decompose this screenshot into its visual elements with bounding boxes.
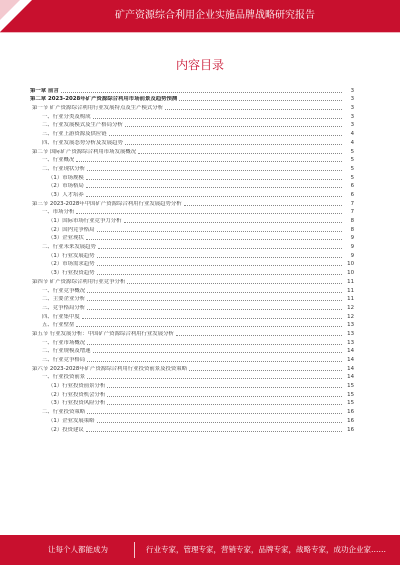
toc-entry-title: （1）国际市场行业竞争力分析 [48, 218, 122, 224]
toc-page-number: 3 [350, 105, 354, 112]
toc-entry[interactable] [30, 338, 354, 347]
toc-page-number: 14 [347, 348, 354, 355]
toc-entry-title: 一、行业分类及构成 [42, 113, 91, 120]
toc-entry[interactable] [30, 86, 354, 95]
toc-page-number: 16 [347, 426, 354, 433]
toc-page-number: 6 [350, 183, 354, 190]
toc-entry[interactable] [30, 407, 354, 416]
toc-entry[interactable] [30, 321, 354, 330]
toc-entry[interactable] [30, 190, 354, 199]
toc-leader-dots [76, 161, 342, 162]
toc-entry-title: 第二节 国际矿产资源综合利用市场发展概况 [32, 148, 137, 155]
toc-leader-dots [127, 283, 342, 284]
toc-entry-title: （1）行业发展趋势 [48, 252, 95, 259]
banner-corner-accent [0, 0, 20, 20]
toc-entry-title: （2）行业投资机会分析 [48, 391, 106, 398]
toc-page-number: 13 [347, 322, 354, 329]
toc-entry-title: 一、市场分析 [42, 209, 75, 216]
toc-entry[interactable] [30, 138, 354, 147]
toc-page-number: 8 [350, 218, 354, 224]
toc-entry[interactable] [30, 347, 354, 356]
toc-leader-dots [86, 196, 342, 197]
toc-entry-title: 一、行业市场概况 [42, 339, 86, 346]
toc-leader-dots [97, 257, 342, 258]
toc-entry-title: 第三节 2023-2028年中国矿产资源综合利用行业发展趋势分析 [32, 200, 182, 207]
toc-page-number: 5 [350, 174, 354, 181]
toc-leader-dots [82, 318, 342, 319]
toc-leader-dots [87, 309, 342, 310]
footer-banner [0, 535, 400, 565]
toc-entry[interactable] [30, 312, 354, 321]
toc-page-number: 12 [347, 313, 354, 320]
toc-page-number: 3 [350, 113, 354, 120]
toc-heading: 内容目录 [175, 58, 224, 72]
toc-leader-dots [86, 187, 342, 188]
toc-leader-dots [107, 404, 342, 405]
toc-entry[interactable] [30, 268, 354, 277]
toc-entry[interactable] [30, 147, 354, 156]
toc-entry[interactable] [30, 286, 354, 295]
toc-entry-title: 二、行业未来发展趋势 [42, 244, 96, 251]
toc-page-number: 15 [347, 383, 354, 390]
footer-divider [134, 542, 135, 558]
toc-page-number: 6 [350, 191, 354, 198]
toc-entry[interactable] [30, 199, 354, 208]
toc-page-number: 14 [347, 365, 354, 372]
toc-entry-title: 二、行业投资策略 [42, 409, 86, 416]
toc-leader-dots [124, 222, 342, 223]
toc-entry[interactable] [30, 399, 354, 408]
toc-page-number: 9 [350, 244, 354, 251]
toc-entry[interactable] [30, 277, 354, 286]
toc-leader-dots [87, 170, 342, 171]
toc-entry[interactable] [30, 173, 354, 182]
toc-entry-title: 二、行业现状分析 [42, 165, 86, 172]
toc-page-number: 11 [347, 296, 354, 303]
toc-entry[interactable] [30, 416, 354, 425]
toc-page-number: 5 [350, 165, 354, 172]
toc-entry-title: 一、行业概况 [42, 157, 75, 164]
toc-entry[interactable] [30, 251, 354, 260]
toc-entry[interactable] [30, 208, 354, 217]
toc-entry-title: 第二章 2023-2028年矿产资源综合利用市场前景及趋势预测 [30, 96, 178, 103]
toc-entry-title: 第五节 行业发展分析：中国矿产资源综合利用行业发展分析 [32, 330, 174, 337]
toc-page-number: 11 [347, 287, 354, 294]
toc-leader-dots [87, 300, 342, 301]
toc-leader-dots [179, 100, 342, 101]
toc-page-number: 12 [347, 304, 354, 311]
toc-page-number: 14 [347, 357, 354, 363]
toc-page-number: 13 [347, 339, 354, 346]
toc-leader-dots [125, 144, 342, 145]
toc-page-number: 5 [350, 148, 354, 155]
toc-page-number: 15 [347, 400, 354, 407]
toc-entry[interactable] [30, 373, 354, 382]
toc-entry[interactable] [30, 303, 354, 312]
toc-entry-title: 二、主要企业分析 [42, 296, 86, 303]
toc-leader-dots [97, 231, 342, 232]
toc-page-number: 3 [350, 96, 354, 103]
report-title: 矿产资源综合利用企业实施品牌战略研究报告 [115, 10, 315, 21]
toc-entry[interactable] [30, 381, 354, 390]
header-divider [0, 32, 400, 33]
toc-entry[interactable] [30, 329, 354, 338]
toc-page-number: 14 [347, 374, 354, 381]
toc-entry-title: （2）市场格局 [48, 183, 84, 190]
toc-entry[interactable] [30, 182, 354, 191]
toc-leader-dots [165, 109, 342, 110]
toc-entry-title: 第一章 前言 [30, 87, 59, 94]
toc-leader-dots [97, 274, 342, 275]
toc-page-number: 3 [350, 122, 354, 129]
toc-leader-dots [87, 292, 342, 293]
toc-leader-dots [76, 326, 342, 327]
toc-leader-dots [138, 153, 342, 154]
toc-entry-title: 二、行业发展模式及生产格局分析 [42, 122, 123, 129]
toc-entry-title: （3）行业投资风险分析 [48, 400, 106, 407]
toc-entry[interactable] [30, 121, 354, 130]
toc-entry-title: （3）行业投资趋势 [48, 270, 95, 277]
toc-entry-title: 三、竞争格局分析 [42, 304, 86, 311]
toc-leader-dots [176, 335, 342, 336]
toc-entry[interactable] [30, 425, 354, 434]
toc-leader-dots [87, 361, 342, 362]
toc-leader-dots [109, 135, 342, 136]
toc-page-number: 4 [350, 139, 354, 146]
toc-entry[interactable] [30, 260, 354, 269]
toc-page-number: 4 [350, 131, 354, 138]
toc-page-number: 15 [347, 391, 354, 398]
toc-entry-title: （3）人才培养 [48, 191, 84, 198]
toc-entry-title: 一、行业投资前景 [42, 374, 86, 381]
footer-slogan: 让每个人都能成为 [48, 545, 108, 554]
toc-leader-dots [61, 92, 342, 93]
toc-entry[interactable] [30, 164, 354, 173]
toc-leader-dots [87, 378, 342, 379]
toc-leader-dots [107, 396, 342, 397]
toc-entry-title: 三、行业上游资源及供应链 [42, 131, 107, 138]
toc-entry[interactable] [30, 112, 354, 121]
toc-entry[interactable] [30, 95, 354, 104]
toc-leader-dots [86, 431, 342, 432]
toc-entry[interactable] [30, 364, 354, 373]
toc-entry[interactable] [30, 242, 354, 251]
toc-entry[interactable] [30, 390, 354, 399]
toc-entry-title: （2）投资建议 [48, 426, 84, 433]
toc-page-number: 8 [350, 226, 354, 233]
toc-leader-dots [107, 387, 342, 388]
toc-entry-title: （1）行业投资前景分析 [48, 383, 106, 390]
toc-page-number: 13 [347, 330, 354, 337]
toc-leader-dots [93, 352, 342, 353]
toc-leader-dots [86, 239, 342, 240]
toc-leader-dots [125, 126, 342, 127]
toc-entry-title: （1）市场规模 [48, 174, 84, 181]
toc-entry[interactable] [30, 355, 354, 364]
toc-entry-title: 四、行业集中度 [42, 313, 80, 320]
toc-page-number: 11 [347, 278, 354, 285]
toc-leader-dots [76, 213, 342, 214]
toc-leader-dots [97, 422, 342, 423]
toc-entry-title: 二、行业规模及增速 [42, 348, 91, 355]
toc-leader-dots [98, 248, 342, 249]
toc-page-number: 16 [347, 409, 354, 416]
toc-leader-dots [87, 344, 342, 345]
toc-page-number: 3 [350, 87, 354, 94]
toc-entry-title: 四、行业发展态势分析及发展趋势 [42, 139, 123, 146]
toc-page-number: 7 [350, 200, 354, 207]
toc-page-number: 16 [347, 417, 354, 424]
toc-page-number: 10 [347, 270, 354, 277]
toc-leader-dots [184, 205, 342, 206]
toc-entry[interactable] [30, 129, 354, 138]
toc-page-number: 9 [350, 252, 354, 259]
toc-entry-title: （3）企业现状 [48, 235, 84, 242]
toc-entry-title: 第四节 矿产资源综合利用行业竞争分析 [32, 278, 126, 285]
footer-tagline: 行业专家，管理专家，营销专家，品牌专家，战略专家，成功企业家…… [146, 545, 386, 554]
toc-leader-dots [86, 179, 342, 180]
toc-page-number: 7 [350, 209, 354, 216]
toc-page-number: 5 [350, 157, 354, 164]
toc-leader-dots [93, 118, 342, 119]
toc-leader-dots [87, 413, 342, 414]
toc-entry[interactable] [30, 225, 354, 234]
toc-entry[interactable] [30, 295, 354, 304]
toc-entry[interactable] [30, 216, 354, 225]
toc-entry-title: 三、行业竞争格局 [42, 357, 86, 363]
toc-page-number: 9 [350, 235, 354, 242]
toc-entry[interactable] [30, 103, 354, 112]
toc-leader-dots [189, 370, 342, 371]
toc-entry-title: 五、行业壁垒 [42, 322, 75, 329]
toc-entry-title: （1）企业发展策略 [48, 417, 95, 424]
table-of-contents [30, 86, 354, 434]
toc-leader-dots [97, 265, 342, 266]
toc-entry-title: （2）国内竞争格局 [48, 226, 95, 233]
toc-entry[interactable] [30, 234, 354, 243]
toc-entry-title: 一、行业竞争概况 [42, 287, 86, 294]
header-banner [0, 0, 400, 32]
toc-entry-title: （2）市场需求趋势 [48, 261, 95, 268]
toc-entry-title: 第六节 2023-2028年矿产资源综合利用行业投资前景及投资策略 [32, 365, 188, 372]
toc-page-number: 10 [347, 261, 354, 268]
toc-entry[interactable] [30, 156, 354, 165]
toc-entry-title: 第一节 矿产资源综合利用行业发展特点及生产模式分析 [32, 105, 164, 112]
